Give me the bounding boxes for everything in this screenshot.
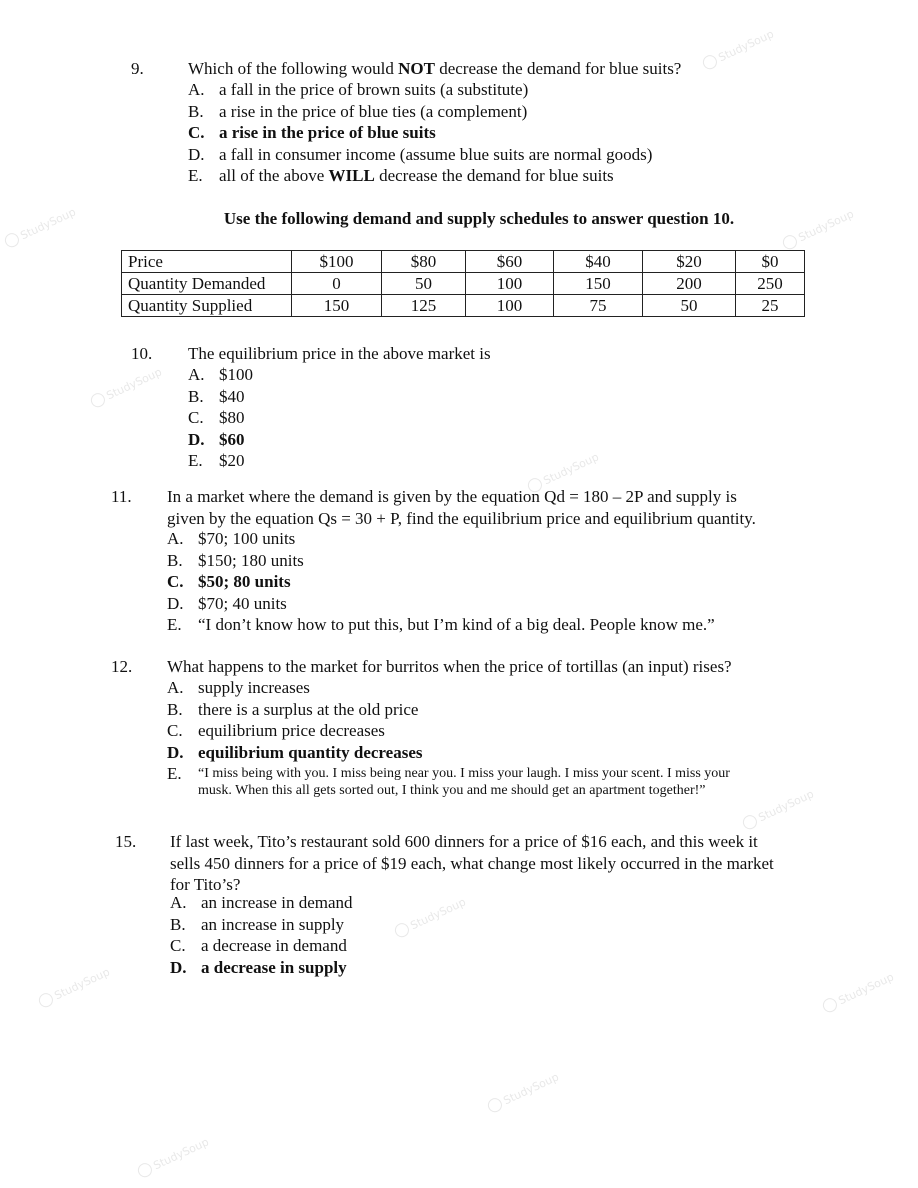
watermark-text: StudySoup <box>501 1069 561 1107</box>
option-letter: A. <box>188 365 205 384</box>
table-cell: $40 <box>554 251 643 273</box>
question-11-option-b <box>167 550 715 572</box>
question-9-text-bold: NOT <box>398 59 435 78</box>
table-row-quantity-supplied <box>122 295 805 317</box>
option-text: $40 <box>219 386 245 406</box>
question-12-text: What happens to the market for burritos when the price of tortillas (an input) rises? <box>167 657 732 676</box>
question-9-option-e <box>188 165 652 187</box>
option-text: $100 <box>219 365 253 384</box>
table-row-price <box>122 251 805 273</box>
question-9-option-c-answer <box>188 122 652 144</box>
question-11-options <box>167 528 715 636</box>
option-text: a decrease in demand <box>201 936 347 955</box>
table-cell: 25 <box>736 295 805 317</box>
demand-supply-schedule-table <box>121 250 805 317</box>
watermark-text: StudySoup <box>541 449 601 487</box>
option-text: supply increases <box>198 678 310 697</box>
question-10-number: 10. <box>131 344 153 363</box>
watermark-text: StudySoup <box>716 26 776 64</box>
option-letter: D. <box>188 429 205 449</box>
watermark <box>136 1135 211 1180</box>
table-cell: $20 <box>643 251 736 273</box>
watermark <box>821 970 896 1015</box>
watermark-logo-icon <box>3 231 22 250</box>
option-letter: B. <box>170 914 186 934</box>
table-cell: 250 <box>736 273 805 295</box>
option-letter: D. <box>167 742 184 762</box>
option-letter: E. <box>167 764 182 783</box>
row-label: Quantity Supplied <box>122 295 292 317</box>
question-12-option-a <box>167 677 758 699</box>
option-text: “I miss being with you. I miss being near you. I miss your laugh. I miss your scent. I miss your musk. When this all gets sorted out, I think you and me should get an apartment together!” <box>198 766 730 798</box>
question-15-option-c <box>170 935 353 957</box>
question-9-option-d <box>188 144 652 166</box>
option-letter: A. <box>188 80 205 99</box>
watermark-logo-icon <box>821 996 840 1015</box>
watermark-logo-icon <box>89 391 108 410</box>
question-15-text-line-3: for Tito’s? <box>170 875 241 894</box>
question-11-text-line-2: given by the equation Qs = 30 + P, find the equilibrium price and equilibrium quantity. <box>167 508 756 528</box>
option-letter: B. <box>188 386 204 406</box>
option-text: $80 <box>219 408 245 427</box>
table-cell: $100 <box>292 251 382 273</box>
option-text: equilibrium quantity decreases <box>198 742 423 762</box>
row-label: Quantity Demanded <box>122 273 292 295</box>
watermark <box>89 365 164 410</box>
table-cell: 150 <box>554 273 643 295</box>
question-9-text-post: decrease the demand for blue suits? <box>434 59 682 78</box>
question-9-text <box>188 58 681 80</box>
watermark-text: StudySoup <box>836 969 896 1007</box>
question-12-option-e <box>167 765 758 799</box>
option-text: a rise in the price of blue suits <box>219 123 436 142</box>
question-12-option-b <box>167 699 758 721</box>
table-cell: 75 <box>554 295 643 317</box>
table-cell: $60 <box>466 251 554 273</box>
option-text: a rise in the price of blue ties (a complement) <box>219 101 528 121</box>
table-row-quantity-demanded <box>122 273 805 295</box>
question-10-option-c <box>188 407 253 429</box>
option-text: a fall in the price of brown suits (a substitute) <box>219 80 529 99</box>
watermark <box>701 27 776 72</box>
option-letter: E. <box>167 615 182 634</box>
question-10-option-a <box>188 364 253 386</box>
table-cell: 50 <box>382 273 466 295</box>
question-12-number: 12. <box>111 657 133 676</box>
option-text: an increase in supply <box>201 914 345 934</box>
watermark-text: StudySoup <box>796 206 856 244</box>
option-text-post: decrease the demand for blue suits <box>374 166 614 185</box>
watermark-text: StudySoup <box>104 364 164 402</box>
table-cell: 150 <box>292 295 382 317</box>
question-15-text-line-2: sells 450 dinners for a price of $19 each, what change most likely occurred in the market <box>170 853 774 873</box>
option-letter: C. <box>167 721 183 740</box>
option-letter: C. <box>188 123 205 142</box>
option-letter: D. <box>188 144 205 164</box>
option-text: $20 <box>219 451 245 470</box>
option-text-bold: WILL <box>328 166 375 185</box>
watermark-logo-icon <box>37 991 56 1010</box>
question-10-options <box>188 364 253 472</box>
question-15-text-line-1: If last week, Tito’s restaurant sold 600 dinners for a price of $16 each, and this week it <box>170 832 758 851</box>
option-text: $70; 40 units <box>198 593 287 613</box>
question-10-text: The equilibrium price in the above market is <box>188 344 491 363</box>
option-text: $150; 180 units <box>198 550 304 570</box>
watermark <box>393 895 468 940</box>
table-cell: 100 <box>466 273 554 295</box>
question-12-option-d-answer <box>167 742 758 764</box>
option-text: a fall in consumer income (assume blue suits are normal goods) <box>219 144 653 164</box>
option-letter: C. <box>170 936 186 955</box>
watermark-logo-icon <box>486 1096 505 1115</box>
option-text: an increase in demand <box>201 893 353 912</box>
watermark-logo-icon <box>741 813 760 832</box>
row-label: Price <box>122 251 292 273</box>
question-15-option-b <box>170 914 353 936</box>
option-letter: C. <box>188 408 204 427</box>
question-11-text-line-1: In a market where the demand is given by the equation Qd = 180 – 2P and supply is <box>167 487 737 506</box>
question-9-option-a <box>188 79 652 101</box>
option-letter: E. <box>188 166 203 185</box>
watermark-logo-icon <box>393 921 412 940</box>
table-cell: 50 <box>643 295 736 317</box>
question-11-option-d <box>167 593 715 615</box>
option-letter: E. <box>188 451 203 470</box>
table-cell: $0 <box>736 251 805 273</box>
option-letter: A. <box>167 529 184 548</box>
question-15-options <box>170 892 353 978</box>
question-11-option-e <box>167 614 715 636</box>
question-12-option-c <box>167 720 758 742</box>
table-cell: 100 <box>466 295 554 317</box>
option-letter: D. <box>167 593 184 613</box>
question-12-options <box>167 677 758 799</box>
option-letter: B. <box>167 550 183 570</box>
watermark-text: StudySoup <box>408 894 468 932</box>
option-text: $70; 100 units <box>198 529 296 548</box>
option-letter: D. <box>170 957 187 977</box>
option-letter: A. <box>167 678 184 697</box>
question-10-option-e <box>188 450 253 472</box>
option-text-pre: all of the above <box>219 166 329 185</box>
option-letter: C. <box>167 572 184 591</box>
table-instruction: Use the following demand and supply schedules to answer question 10. <box>223 209 735 228</box>
table-cell: 125 <box>382 295 466 317</box>
question-9-text-pre: Which of the following would <box>188 59 399 78</box>
watermark-text: StudySoup <box>18 204 78 242</box>
question-10-option-d-answer <box>188 429 253 451</box>
watermark-logo-icon <box>136 1161 155 1180</box>
option-text: $50; 80 units <box>198 572 291 591</box>
watermark-logo-icon <box>781 233 800 252</box>
table-cell: 200 <box>643 273 736 295</box>
option-text: “I don’t know how to put this, but I’m kind of a big deal. People know me.” <box>198 615 715 634</box>
question-9-option-b <box>188 101 652 123</box>
watermark <box>486 1070 561 1115</box>
question-15-option-a <box>170 892 353 914</box>
watermark <box>37 965 112 1010</box>
question-15-option-d-answer <box>170 957 353 979</box>
option-text: equilibrium price decreases <box>198 721 385 740</box>
option-letter: B. <box>188 101 204 121</box>
table-cell: 0 <box>292 273 382 295</box>
question-15-text <box>170 831 774 896</box>
question-9-options <box>188 79 652 187</box>
option-text: there is a surplus at the old price <box>198 699 419 719</box>
watermark-text: StudySoup <box>52 964 112 1002</box>
option-text <box>219 165 614 187</box>
option-letter: A. <box>170 893 187 912</box>
option-text: a decrease in supply <box>201 957 347 977</box>
question-15-number: 15. <box>115 832 137 851</box>
question-11-text <box>167 486 756 529</box>
question-11-option-a <box>167 528 715 550</box>
option-letter: B. <box>167 699 183 719</box>
table-cell: $80 <box>382 251 466 273</box>
watermark-logo-icon <box>701 53 720 72</box>
watermark-text: StudySoup <box>151 1134 211 1172</box>
question-11-number: 11. <box>111 487 132 506</box>
question-11-option-c-answer <box>167 571 715 593</box>
option-text: $60 <box>219 429 245 449</box>
question-9-number: 9. <box>131 59 144 78</box>
question-10-option-b <box>188 386 253 408</box>
watermark-text: StudySoup <box>756 786 816 824</box>
